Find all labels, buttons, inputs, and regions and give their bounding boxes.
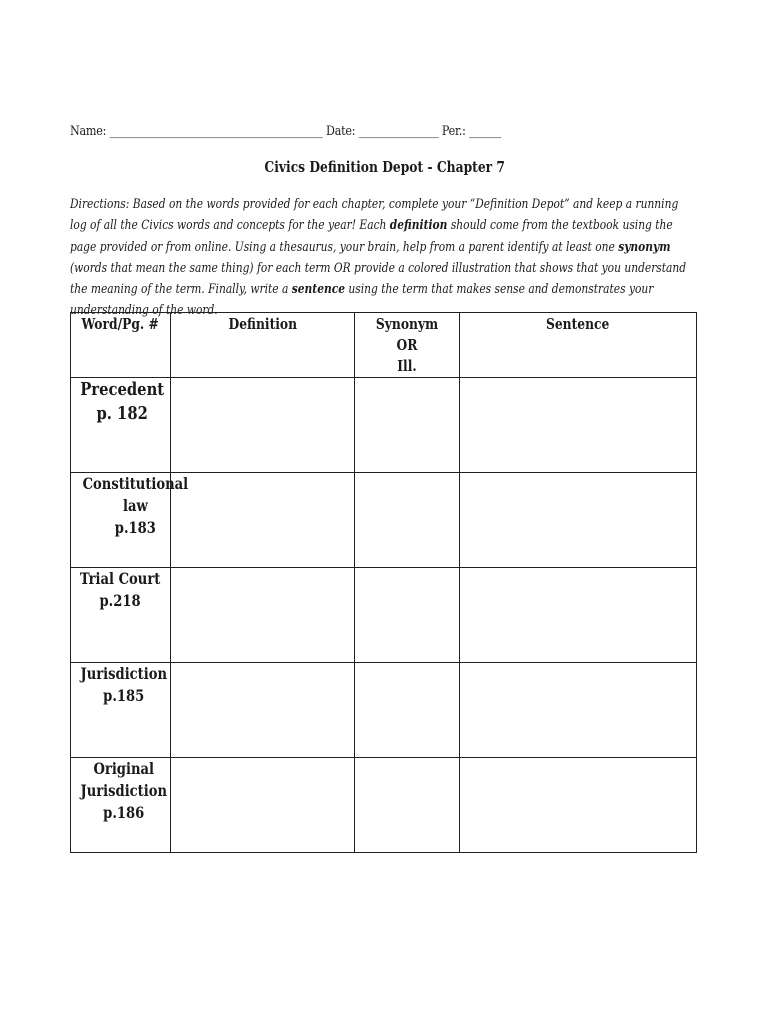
synonym-cell[interactable]	[355, 663, 460, 758]
synonym-cell[interactable]	[355, 378, 460, 473]
name-blank: ________________________________________	[109, 124, 323, 139]
sentence-cell[interactable]	[460, 378, 697, 473]
definition-cell[interactable]	[171, 378, 355, 473]
period-label: Per.:	[441, 124, 466, 139]
term-cell: Constitutional law p.183	[71, 473, 171, 568]
header-synonym: Synonym OR Ill.	[355, 313, 460, 378]
table-row	[71, 663, 697, 758]
table-row	[71, 758, 697, 853]
date-blank: _______________	[358, 124, 439, 139]
keyword-sentence: sentence	[291, 282, 346, 298]
period-blank: ______	[468, 124, 501, 139]
table-row	[71, 473, 697, 568]
keyword-definition: definition	[389, 218, 448, 234]
term-cell: Original Jurisdiction p.186	[71, 758, 171, 853]
header-sentence: Sentence	[460, 313, 697, 378]
synonym-cell[interactable]	[355, 568, 460, 663]
term-cell: Precedent p. 182	[71, 378, 171, 473]
header-definition: Definition	[171, 313, 355, 378]
term-cell: Jurisdiction p.185	[71, 663, 171, 758]
sentence-cell[interactable]	[460, 663, 697, 758]
table-row	[71, 568, 697, 663]
directions-paragraph: Directions: Based on the words provided for each chapter, complete your “Definition Depot” and keep a running log of all the Civics words and concepts for the year! Each definition should come from the textbook using the page provided or from online. Using a thesaurus, your brain, help from a parent identify at least one synonym (words that mean the same thing) for each term OR provide a colored illustration that shows that you understand the meaning of the term. Finally, write a sentence using the term that makes sense and demonstrates your understanding of the word.	[70, 197, 687, 319]
synonym-cell[interactable]	[355, 758, 460, 853]
student-info-line	[70, 124, 620, 139]
name-label: Name:	[70, 124, 107, 139]
term-cell: Trial Court p.218	[71, 568, 171, 663]
table-header-row	[71, 313, 697, 378]
header-word: Word/Pg. #	[71, 313, 171, 378]
date-label: Date:	[326, 124, 356, 139]
definition-cell[interactable]	[171, 758, 355, 853]
worksheet-title: Civics Definition Depot - Chapter 7	[264, 158, 506, 176]
definition-cell[interactable]	[171, 663, 355, 758]
definition-cell[interactable]	[171, 568, 355, 663]
sentence-cell[interactable]	[460, 473, 697, 568]
synonym-cell[interactable]	[355, 473, 460, 568]
keyword-synonym: synonym	[618, 239, 671, 255]
definition-cell[interactable]	[171, 473, 355, 568]
definition-depot-table	[70, 312, 697, 853]
table-row	[71, 378, 697, 473]
sentence-cell[interactable]	[460, 568, 697, 663]
sentence-cell[interactable]	[460, 758, 697, 853]
